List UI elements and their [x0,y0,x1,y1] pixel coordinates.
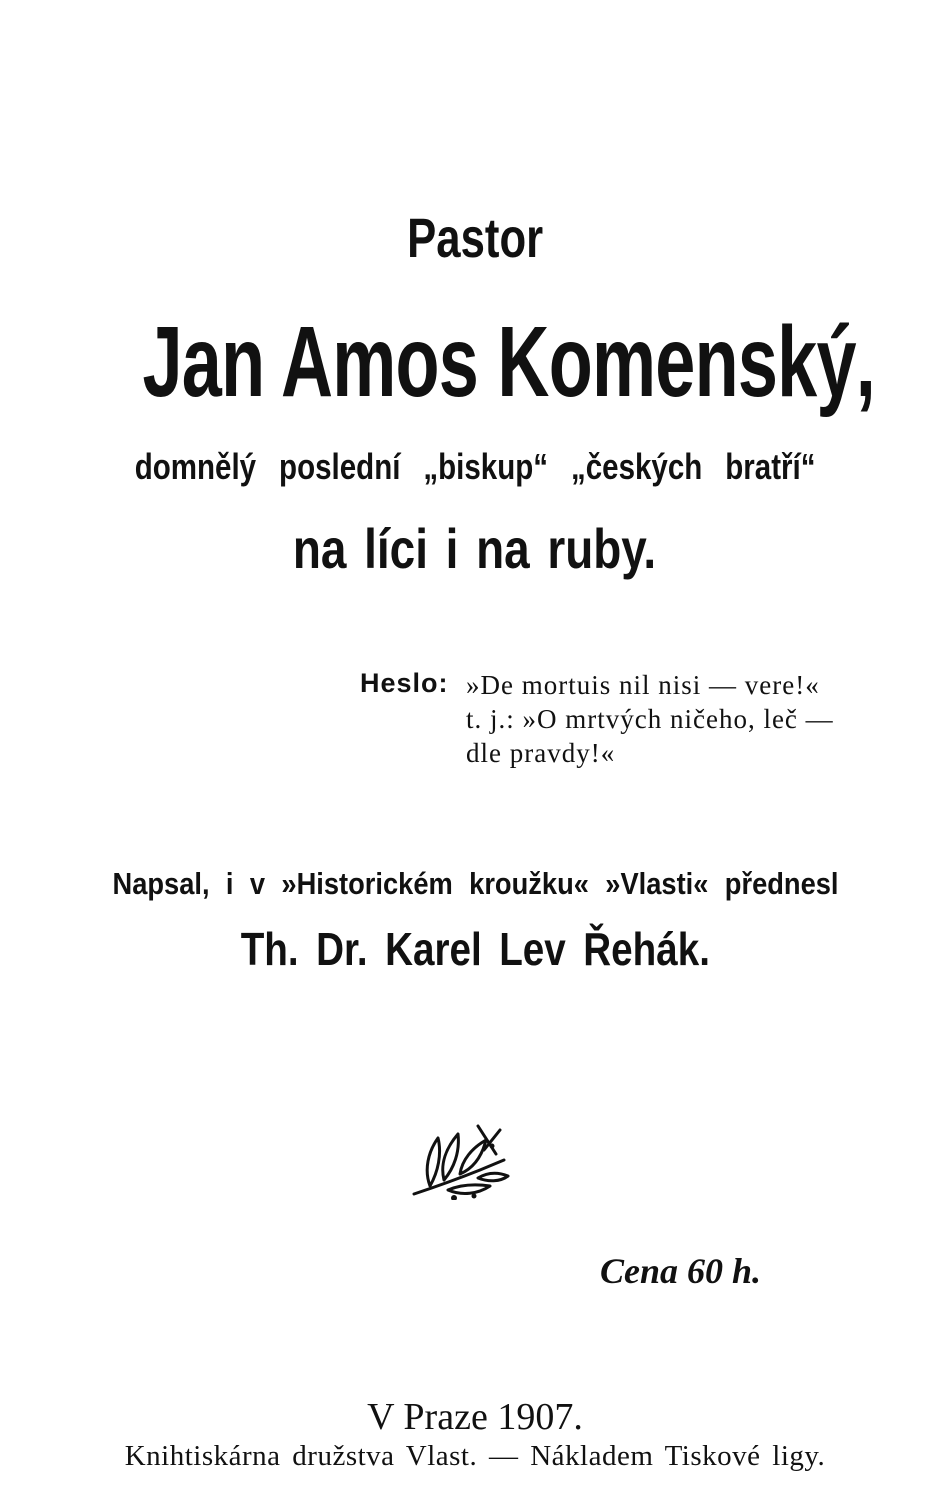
author-intro-text: Napsal, i v »Historickém kroužku« »Vlasti« přednesl [112,866,838,901]
main-title [0,305,950,420]
motto-line: »De mortuis nil nisi — vere!« [466,670,820,700]
pastor-text: Pastor [407,206,543,269]
main-title-text: Jan Amos Komenský, [142,306,876,418]
author-name-text: Th. Dr. Karel Lev Řehák. [240,923,710,975]
imprint-place-year: V Praze 1907. [367,1396,583,1438]
motto-label: Heslo: [360,668,449,698]
pastor-heading [0,205,950,270]
printer-line: Knihtiskárna družstva Vlast. — Nákladem Tiskové ligy. [124,1440,826,1472]
motto-line: dle pravdy!« [466,738,616,768]
subtitle-text: domnělý poslední „biskup“ „českých bratří“ [134,446,816,487]
author-name [0,922,950,976]
subtitle [0,446,950,488]
price: Cena 60 h. [600,1251,762,1291]
tagline [0,516,950,581]
author-intro [0,866,950,902]
motto-line: t. j.: »O mrtvých ničeho, leč — [466,704,834,734]
tagline-text: na líci i na ruby. [293,517,657,580]
olive-branch-icon [408,1120,512,1200]
motto-text [466,668,906,770]
